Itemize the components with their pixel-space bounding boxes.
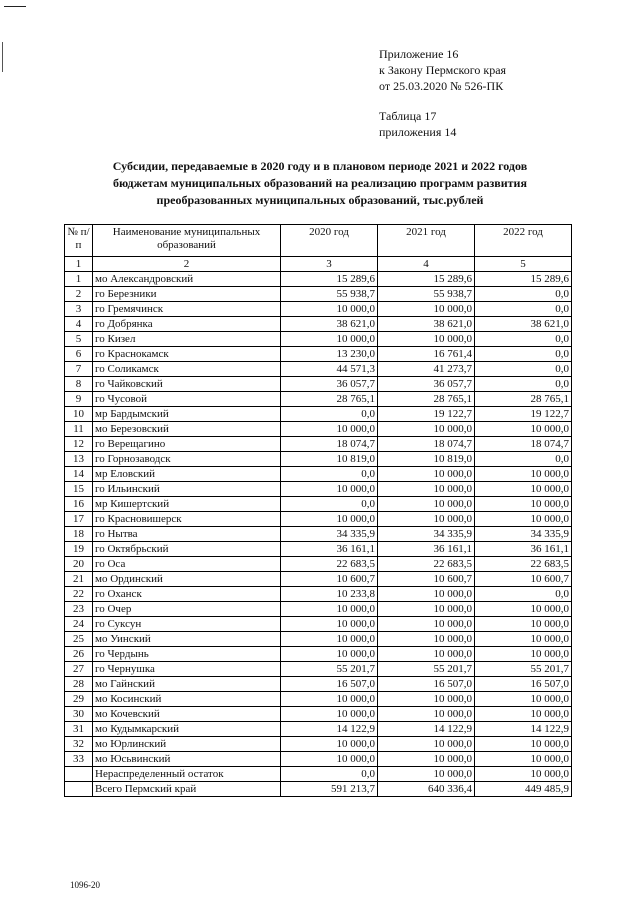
cell-municipality: мо Березовский: [93, 422, 281, 437]
cell-number: 5: [65, 332, 93, 347]
cell-2020: 10 000,0: [281, 647, 378, 662]
col-number-4: 4: [378, 257, 475, 272]
cell-2022: 10 600,7: [475, 572, 572, 587]
cell-2020: 10 819,0: [281, 452, 378, 467]
cell-2021: 10 000,0: [378, 422, 475, 437]
cell-2021: 640 336,4: [378, 782, 475, 797]
cell-2020: 10 000,0: [281, 617, 378, 632]
cell-number: 26: [65, 647, 93, 662]
cell-2022: 18 074,7: [475, 437, 572, 452]
cell-municipality: мр Бардымский: [93, 407, 281, 422]
cell-2020: 10 000,0: [281, 332, 378, 347]
appendix-line-3: от 25.03.2020 № 526-ПК: [379, 79, 504, 93]
cell-2022: 38 621,0: [475, 317, 572, 332]
cell-municipality: мо Ординский: [93, 572, 281, 587]
col-number-1: 1: [65, 257, 93, 272]
table-row: [65, 527, 572, 542]
table-row: [65, 317, 572, 332]
cell-municipality: го Оханск: [93, 587, 281, 602]
title-line-3: преобразованных муниципальных образований, тыс.рублей: [156, 193, 484, 207]
col-number-5: 5: [475, 257, 572, 272]
cell-number: 17: [65, 512, 93, 527]
cell-municipality: го Чернушка: [93, 662, 281, 677]
cell-number: 13: [65, 452, 93, 467]
cell-2021: 10 819,0: [378, 452, 475, 467]
cell-municipality: мо Кочевский: [93, 707, 281, 722]
cell-municipality: Нераспределенный остаток: [93, 767, 281, 782]
table-ref-line-1: Таблица 17: [379, 109, 437, 123]
cell-2022: 10 000,0: [475, 707, 572, 722]
cell-municipality: Всего Пермский край: [93, 782, 281, 797]
cell-number: 6: [65, 347, 93, 362]
cell-number: 32: [65, 737, 93, 752]
cell-2022: 34 335,9: [475, 527, 572, 542]
cell-2020: 36 057,7: [281, 377, 378, 392]
table-row: [65, 467, 572, 482]
table-row: [65, 572, 572, 587]
cell-number: [65, 767, 93, 782]
table-row: [65, 782, 572, 797]
cell-2022: 10 000,0: [475, 497, 572, 512]
cell-2020: 10 000,0: [281, 632, 378, 647]
title-line-1: Субсидии, передаваемые в 2020 году и в плановом периоде 2021 и 2022 годов: [112, 159, 528, 173]
cell-2020: 15 289,6: [281, 272, 378, 287]
cell-2020: 10 000,0: [281, 422, 378, 437]
cell-2020: 0,0: [281, 407, 378, 422]
cell-municipality: мо Юрлинский: [93, 737, 281, 752]
table-row: [65, 767, 572, 782]
cell-2022: 0,0: [475, 302, 572, 317]
table-row: [65, 737, 572, 752]
cell-2021: 55 938,7: [378, 287, 475, 302]
cell-municipality: го Нытва: [93, 527, 281, 542]
cell-number: 24: [65, 617, 93, 632]
cell-2021: 14 122,9: [378, 722, 475, 737]
cell-2022: 22 683,5: [475, 557, 572, 572]
cell-2021: 41 273,7: [378, 362, 475, 377]
header-2020: 2020 год: [281, 225, 378, 257]
cell-2021: 34 335,9: [378, 527, 475, 542]
cell-2020: 34 335,9: [281, 527, 378, 542]
cell-2022: 10 000,0: [475, 767, 572, 782]
cell-2021: 22 683,5: [378, 557, 475, 572]
cell-2022: 10 000,0: [475, 512, 572, 527]
cell-2020: 10 000,0: [281, 737, 378, 752]
cell-municipality: мо Уинский: [93, 632, 281, 647]
cell-2021: 10 000,0: [378, 332, 475, 347]
column-number-row: [65, 257, 572, 272]
scan-corner-mark: [4, 6, 26, 7]
table-row: [65, 587, 572, 602]
table-row: [65, 482, 572, 497]
cell-municipality: мо Александровский: [93, 272, 281, 287]
cell-number: 27: [65, 662, 93, 677]
cell-2021: 10 000,0: [378, 632, 475, 647]
cell-number: 2: [65, 287, 93, 302]
table-row: [65, 287, 572, 302]
cell-2021: 16 761,4: [378, 347, 475, 362]
cell-2021: 15 289,6: [378, 272, 475, 287]
table-row: [65, 347, 572, 362]
cell-2021: 10 000,0: [378, 707, 475, 722]
cell-2020: 10 000,0: [281, 707, 378, 722]
document-title: [70, 158, 570, 209]
cell-2021: 10 600,7: [378, 572, 475, 587]
cell-2020: 10 000,0: [281, 602, 378, 617]
cell-2020: 16 507,0: [281, 677, 378, 692]
cell-number: 20: [65, 557, 93, 572]
cell-2022: 10 000,0: [475, 602, 572, 617]
cell-municipality: мр Еловский: [93, 467, 281, 482]
cell-2022: 10 000,0: [475, 467, 572, 482]
cell-municipality: мо Кудымкарский: [93, 722, 281, 737]
header-2021: 2021 год: [378, 225, 475, 257]
cell-number: 14: [65, 467, 93, 482]
cell-number: 18: [65, 527, 93, 542]
cell-number: 9: [65, 392, 93, 407]
cell-2022: 0,0: [475, 362, 572, 377]
cell-municipality: го Оса: [93, 557, 281, 572]
cell-2020: 10 000,0: [281, 482, 378, 497]
cell-2022: 16 507,0: [475, 677, 572, 692]
cell-2022: 10 000,0: [475, 482, 572, 497]
table-row: [65, 407, 572, 422]
cell-2020: 14 122,9: [281, 722, 378, 737]
appendix-line-1: Приложение 16: [379, 47, 459, 61]
cell-2021: 10 000,0: [378, 512, 475, 527]
document-code: 1096-20: [70, 880, 100, 890]
cell-2020: 10 000,0: [281, 692, 378, 707]
table-row: [65, 647, 572, 662]
cell-2020: 0,0: [281, 467, 378, 482]
cell-number: 33: [65, 752, 93, 767]
col-number-2: 2: [93, 257, 281, 272]
table-row: [65, 722, 572, 737]
title-line-2: бюджетам муниципальных образований на реализацию программ развития: [113, 176, 527, 190]
cell-number: 8: [65, 377, 93, 392]
cell-number: 4: [65, 317, 93, 332]
cell-municipality: мр Кишертский: [93, 497, 281, 512]
table-row: [65, 302, 572, 317]
cell-2022: 10 000,0: [475, 692, 572, 707]
cell-2021: 10 000,0: [378, 752, 475, 767]
cell-number: 30: [65, 707, 93, 722]
cell-number: 22: [65, 587, 93, 602]
cell-number: 3: [65, 302, 93, 317]
cell-number: 25: [65, 632, 93, 647]
cell-number: [65, 782, 93, 797]
cell-2022: 10 000,0: [475, 422, 572, 437]
cell-municipality: го Ильинский: [93, 482, 281, 497]
table-row: [65, 662, 572, 677]
cell-2020: 10 000,0: [281, 302, 378, 317]
cell-municipality: го Березники: [93, 287, 281, 302]
cell-number: 16: [65, 497, 93, 512]
cell-2021: 10 000,0: [378, 767, 475, 782]
table-row: [65, 602, 572, 617]
cell-2020: 38 621,0: [281, 317, 378, 332]
cell-2021: 10 000,0: [378, 467, 475, 482]
cell-2022: 0,0: [475, 347, 572, 362]
table-row: [65, 512, 572, 527]
cell-2020: 591 213,7: [281, 782, 378, 797]
cell-2021: 36 057,7: [378, 377, 475, 392]
cell-2021: 38 621,0: [378, 317, 475, 332]
cell-2021: 10 000,0: [378, 497, 475, 512]
table-row: [65, 452, 572, 467]
cell-municipality: го Очер: [93, 602, 281, 617]
cell-2021: 10 000,0: [378, 587, 475, 602]
cell-2022: 449 485,9: [475, 782, 572, 797]
cell-2020: 0,0: [281, 497, 378, 512]
table-row: [65, 692, 572, 707]
cell-2020: 55 938,7: [281, 287, 378, 302]
header-2022: 2022 год: [475, 225, 572, 257]
cell-2022: 0,0: [475, 587, 572, 602]
cell-2021: 10 000,0: [378, 737, 475, 752]
cell-number: 28: [65, 677, 93, 692]
cell-municipality: го Суксун: [93, 617, 281, 632]
cell-2022: 15 289,6: [475, 272, 572, 287]
appendix-line-2: к Закону Пермского края: [379, 63, 507, 77]
cell-2021: 18 074,7: [378, 437, 475, 452]
cell-2022: 14 122,9: [475, 722, 572, 737]
cell-2021: 10 000,0: [378, 647, 475, 662]
cell-2020: 0,0: [281, 767, 378, 782]
cell-number: 15: [65, 482, 93, 497]
cell-2021: 16 507,0: [378, 677, 475, 692]
cell-number: 21: [65, 572, 93, 587]
cell-municipality: го Добрянка: [93, 317, 281, 332]
cell-2022: 0,0: [475, 287, 572, 302]
cell-municipality: го Горнозаводск: [93, 452, 281, 467]
cell-2020: 22 683,5: [281, 557, 378, 572]
cell-municipality: го Верещагино: [93, 437, 281, 452]
table-row: [65, 272, 572, 287]
table-row: [65, 752, 572, 767]
table-row: [65, 707, 572, 722]
table-row: [65, 677, 572, 692]
cell-municipality: го Краснокамск: [93, 347, 281, 362]
cell-number: 10: [65, 407, 93, 422]
table-row: [65, 557, 572, 572]
cell-2020: 10 600,7: [281, 572, 378, 587]
header-municipality: Наименование муниципальных образований: [93, 225, 281, 257]
table-header-row: [65, 225, 572, 257]
cell-number: 11: [65, 422, 93, 437]
cell-2022: 55 201,7: [475, 662, 572, 677]
cell-2022: 36 161,1: [475, 542, 572, 557]
cell-2020: 10 000,0: [281, 512, 378, 527]
cell-2021: 10 000,0: [378, 302, 475, 317]
cell-2021: 19 122,7: [378, 407, 475, 422]
cell-2020: 18 074,7: [281, 437, 378, 452]
cell-2022: 10 000,0: [475, 617, 572, 632]
header-number: № п/п: [65, 225, 93, 257]
cell-2020: 13 230,0: [281, 347, 378, 362]
cell-municipality: го Гремячинск: [93, 302, 281, 317]
cell-municipality: го Октябрьский: [93, 542, 281, 557]
table-row: [65, 497, 572, 512]
cell-2021: 55 201,7: [378, 662, 475, 677]
cell-municipality: мо Гайнский: [93, 677, 281, 692]
cell-2020: 28 765,1: [281, 392, 378, 407]
cell-2020: 10 233,8: [281, 587, 378, 602]
cell-2022: 0,0: [475, 377, 572, 392]
cell-2021: 10 000,0: [378, 602, 475, 617]
cell-number: 23: [65, 602, 93, 617]
table-row: [65, 437, 572, 452]
cell-2021: 10 000,0: [378, 482, 475, 497]
cell-2020: 55 201,7: [281, 662, 378, 677]
cell-2022: 10 000,0: [475, 752, 572, 767]
table-row: [65, 422, 572, 437]
cell-2022: 10 000,0: [475, 632, 572, 647]
appendix-note: [379, 46, 506, 140]
cell-number: 1: [65, 272, 93, 287]
table-row: [65, 542, 572, 557]
table-row: [65, 632, 572, 647]
scan-edge-mark: [2, 42, 3, 72]
table-row: [65, 377, 572, 392]
cell-municipality: го Кизел: [93, 332, 281, 347]
cell-2022: 28 765,1: [475, 392, 572, 407]
table-row: [65, 392, 572, 407]
cell-municipality: го Чайковский: [93, 377, 281, 392]
cell-municipality: го Чердынь: [93, 647, 281, 662]
cell-2022: 10 000,0: [475, 737, 572, 752]
cell-2021: 28 765,1: [378, 392, 475, 407]
cell-2020: 36 161,1: [281, 542, 378, 557]
cell-2022: 0,0: [475, 332, 572, 347]
cell-municipality: го Соликамск: [93, 362, 281, 377]
cell-2022: 0,0: [475, 452, 572, 467]
cell-2020: 44 571,3: [281, 362, 378, 377]
cell-2021: 10 000,0: [378, 617, 475, 632]
cell-number: 31: [65, 722, 93, 737]
cell-2022: 19 122,7: [475, 407, 572, 422]
table-row: [65, 332, 572, 347]
cell-municipality: го Красновишерск: [93, 512, 281, 527]
cell-municipality: мо Косинский: [93, 692, 281, 707]
table-row: [65, 617, 572, 632]
table-row: [65, 362, 572, 377]
subsidy-table: [64, 224, 572, 797]
cell-number: 7: [65, 362, 93, 377]
cell-number: 12: [65, 437, 93, 452]
cell-2021: 36 161,1: [378, 542, 475, 557]
cell-number: 29: [65, 692, 93, 707]
cell-number: 19: [65, 542, 93, 557]
col-number-3: 3: [281, 257, 378, 272]
cell-municipality: мо Юсьвинский: [93, 752, 281, 767]
cell-2021: 10 000,0: [378, 692, 475, 707]
cell-2022: 10 000,0: [475, 647, 572, 662]
cell-2020: 10 000,0: [281, 752, 378, 767]
cell-municipality: го Чусовой: [93, 392, 281, 407]
table-ref-line-2: приложения 14: [379, 125, 457, 139]
